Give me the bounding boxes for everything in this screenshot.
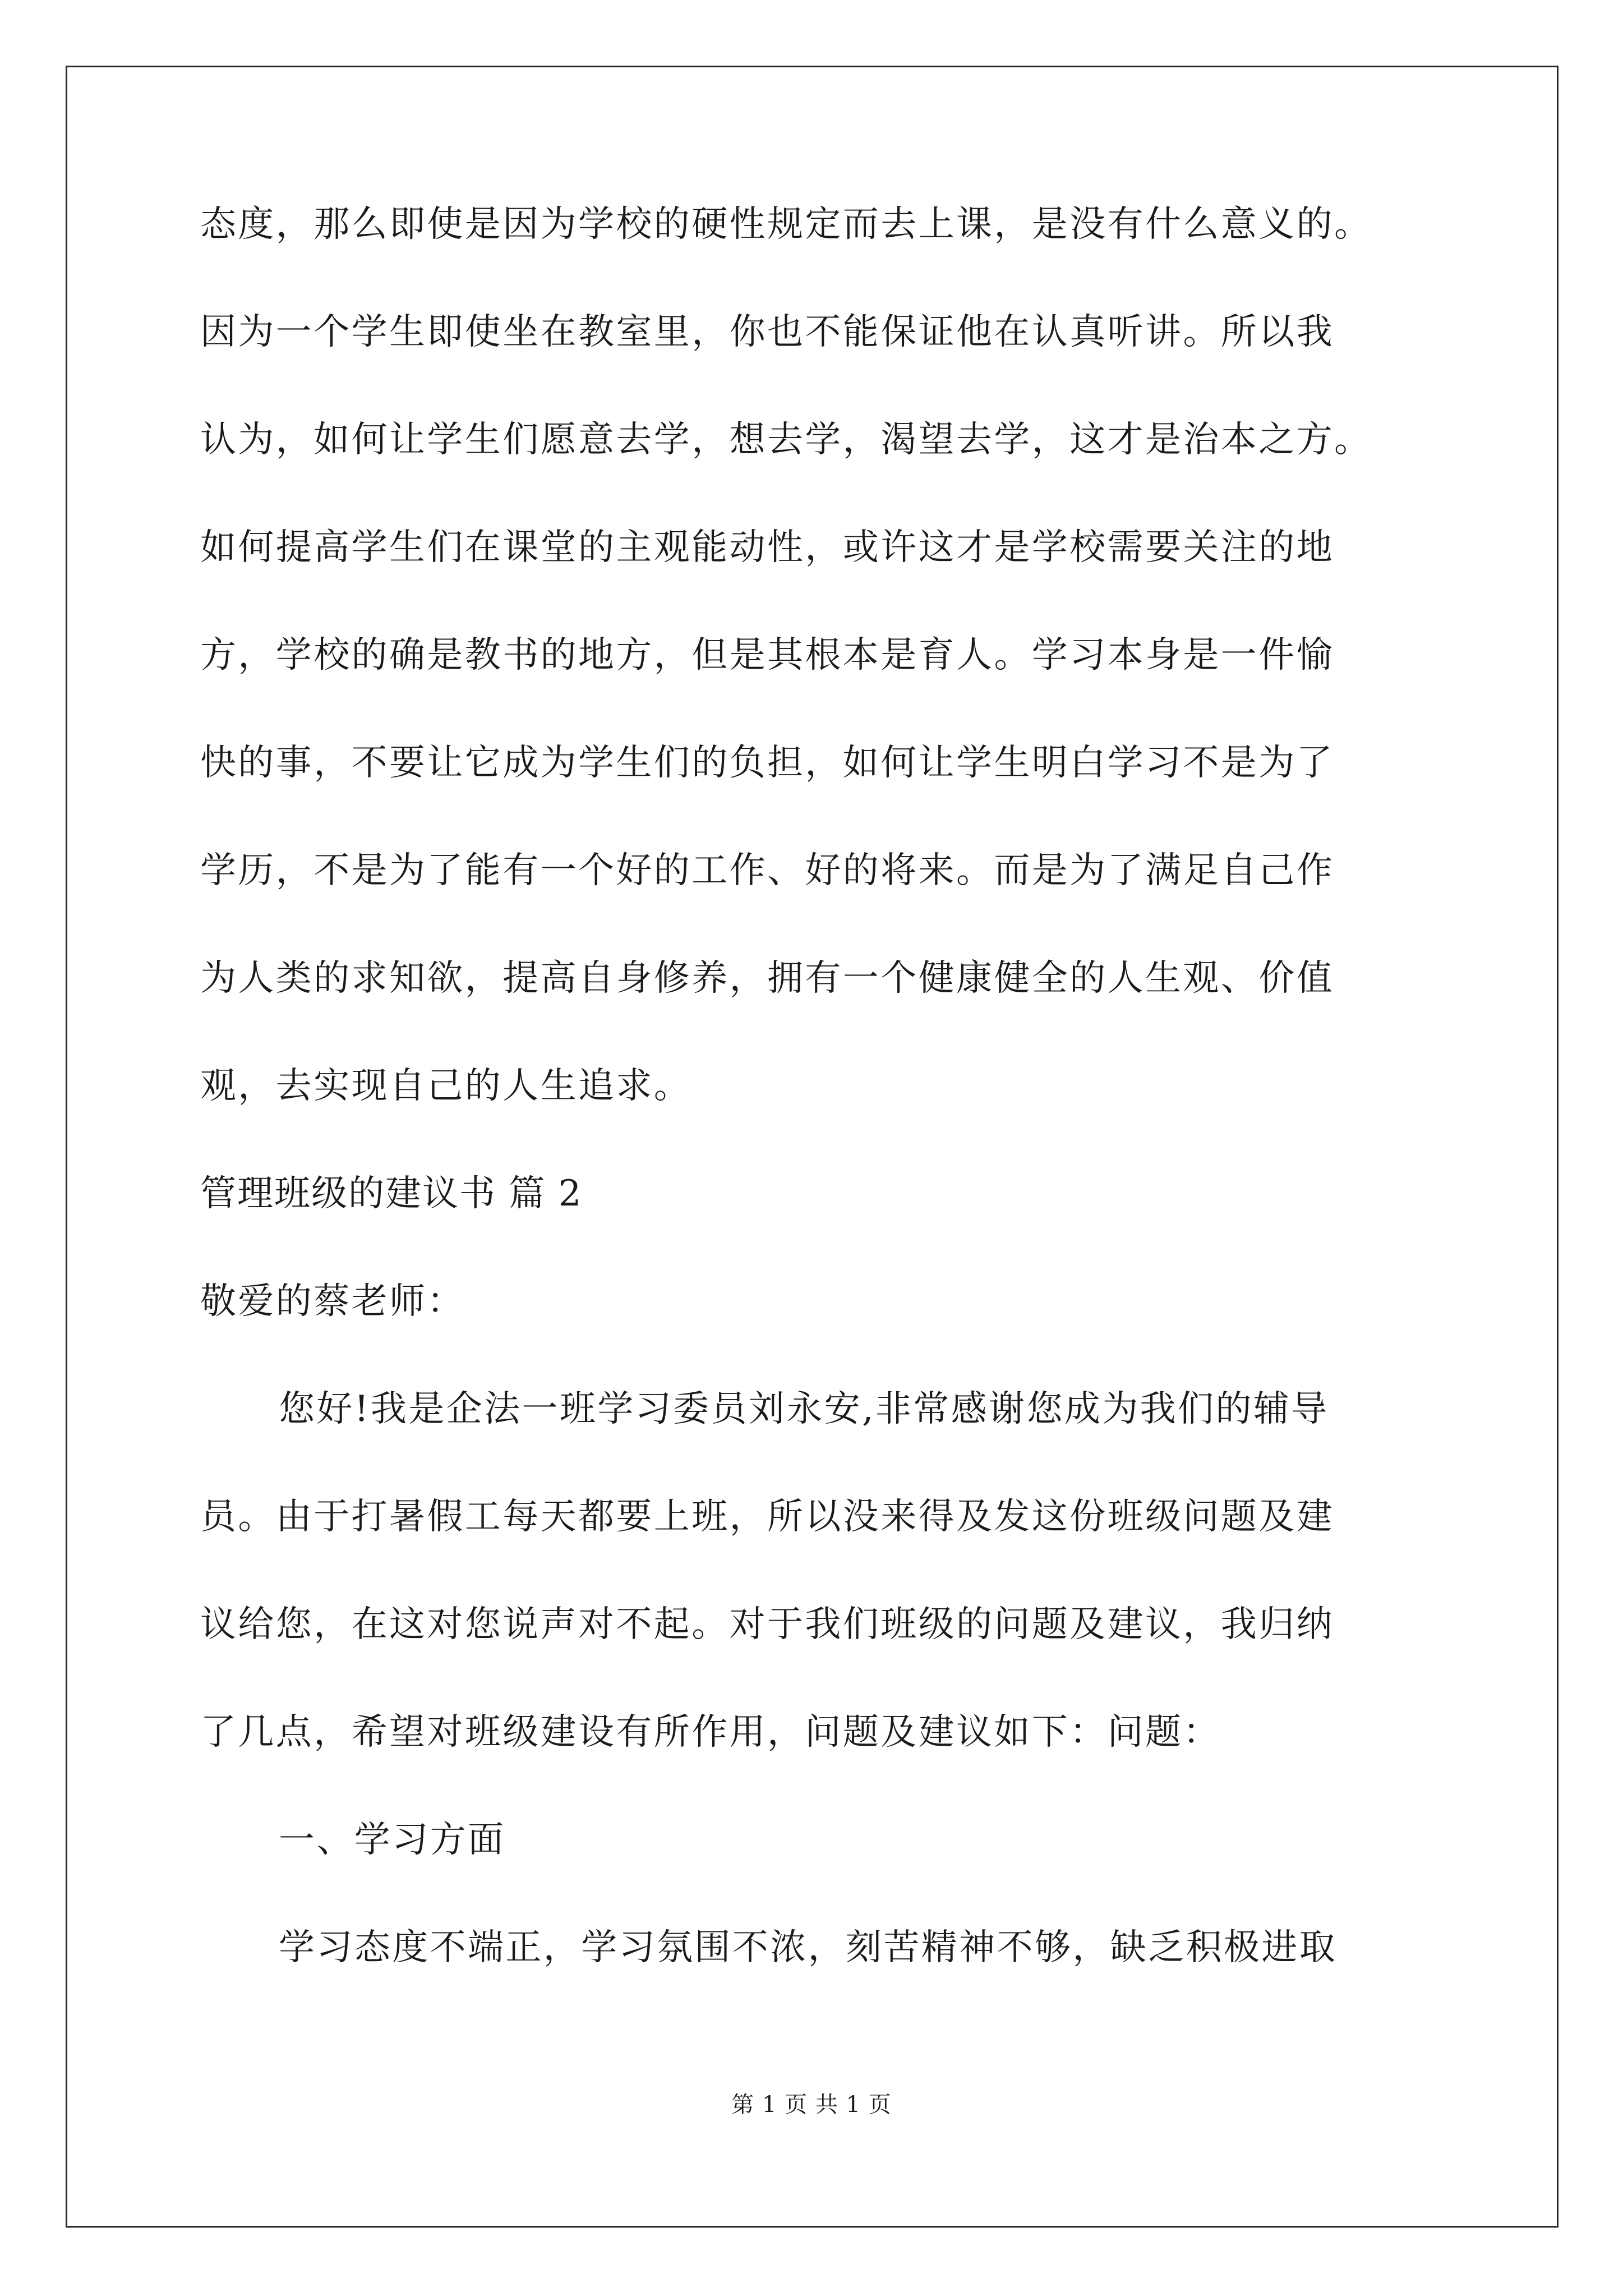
paragraph-line: 员。由于打暑假工每天都要上班，所以没来得及发这份班级问题及建 bbox=[200, 1496, 1334, 1538]
page-number-footer: 第 1 页 共 1 页 bbox=[731, 2092, 892, 2118]
salutation: 敬爱的蔡老师： bbox=[200, 1281, 465, 1322]
paragraph-line: 态度，那么即使是因为学校的硬性规定而去上课，是没有什么意义的。 bbox=[200, 204, 1372, 245]
paragraph-line: 观，去实现自己的人生追求。 bbox=[200, 1065, 692, 1107]
paragraph-line: 如何提高学生们在课堂的主观能动性，或许这才是学校需要关注的地 bbox=[200, 527, 1334, 568]
paragraph-line: 学历，不是为了能有一个好的工作、好的将来。而是为了满足自己作 bbox=[200, 850, 1334, 891]
subsection-heading: 一、学习方面 bbox=[279, 1819, 506, 1861]
paragraph-line: 为人类的求知欲，提高自身修养，拥有一个健康健全的人生观、价值 bbox=[200, 958, 1334, 999]
paragraph-line: 方，学校的确是教书的地方，但是其根本是育人。学习本身是一件愉 bbox=[200, 634, 1334, 676]
paragraph-line: 议给您，在这对您说声对不起。对于我们班级的问题及建议，我归纳 bbox=[200, 1604, 1334, 1645]
paragraph-line: 了几点，希望对班级建设有所作用，问题及建议如下：问题： bbox=[200, 1711, 1221, 1753]
paragraph-line: 您好!我是企法一班学习委员刘永安,非常感谢您成为我们的辅导 bbox=[279, 1388, 1329, 1430]
paragraph-line: 快的事，不要让它成为学生们的负担，如何让学生明白学习不是为了 bbox=[200, 742, 1334, 784]
document-body bbox=[200, 202, 1456, 2033]
paragraph-line: 认为，如何让学生们愿意去学，想去学，渴望去学，这才是治本之方。 bbox=[200, 419, 1372, 461]
paragraph-line: 因为一个学生即使坐在教室里，你也不能保证他在认真听讲。所以我 bbox=[200, 311, 1334, 353]
section-heading: 管理班级的建议书 篇 2 bbox=[200, 1173, 583, 1214]
paragraph-line: 学习态度不端正，学习氛围不浓，刻苦精神不够，缺乏积极进取 bbox=[279, 1927, 1338, 1968]
